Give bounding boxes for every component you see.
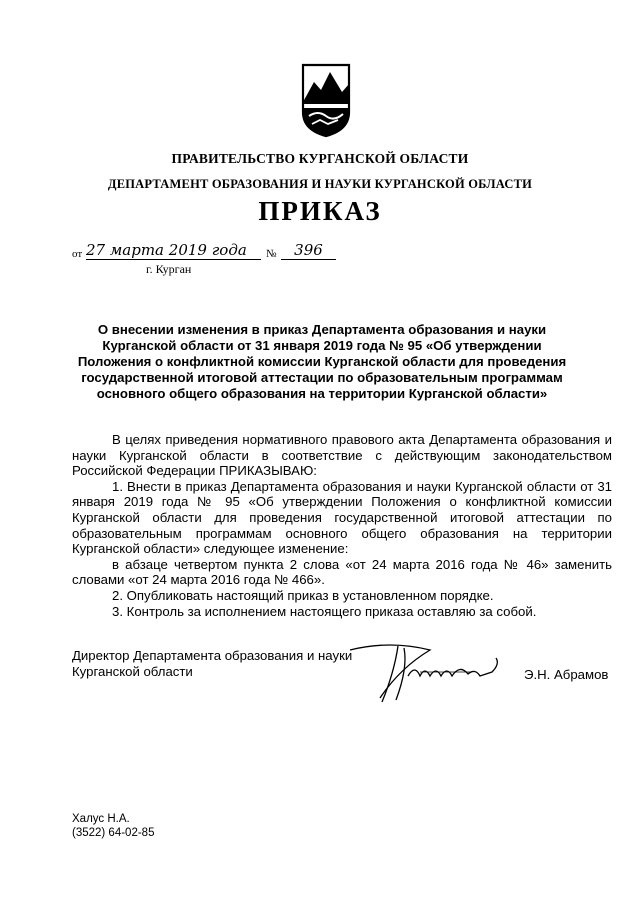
order-date: 27 марта 2019 года	[86, 241, 261, 260]
handwritten-signature	[320, 628, 530, 708]
item-1-paragraph: 1. Внести в приказ Департамента образования и науки Курганской области от 31 января 2019 года № 95 «Об утверждении Положения о конфликтной комиссии Курганской области для проведения государственной итоговой аттестации по образовательным программам основного общего образования на территории Курганской области» следующее изменение:	[72, 478, 612, 557]
coat-of-arms-emblem	[300, 62, 352, 138]
government-title: ПРАВИТЕЛЬСТВО КУРГАНСКОЙ ОБЛАСТИ	[171, 151, 469, 166]
item-2-paragraph: 2. Опубликовать настоящий приказ в установленном порядке.	[112, 587, 494, 603]
signer-name: Э.Н. Абрамов	[524, 667, 609, 682]
preamble-paragraph: В целях приведения нормативного правового акта Департамента образования и науки Курганской области в соответствие с действующим законодательством Российской Федерации ПРИКАЗЫВАЮ:	[72, 432, 612, 479]
item-3-paragraph: 3. Контроль за исполнением настоящего приказа оставляю за собой.	[112, 603, 537, 619]
number-prefix: №	[266, 248, 277, 260]
department-title: ДЕПАРТАМЕНТ ОБРАЗОВАНИЯ И НАУКИ КУРГАНСКОЙ ОБЛАСТИ	[107, 177, 533, 191]
order-body	[72, 432, 612, 619]
executor-name: Халус Н.А.	[72, 813, 130, 825]
document-type-title: ПРИКАЗ	[258, 196, 382, 226]
signer-position	[72, 648, 352, 680]
executor-info	[72, 812, 154, 840]
signer-position-line-2: Курганской области	[72, 664, 193, 679]
date-number-line	[72, 241, 342, 263]
city-label: г. Курган	[146, 262, 192, 276]
item-1-change-paragraph: в абзаце четвертом пункта 2 слова «от 24 марта 2016 года № 46» заменить словами «от 24 марта 2016 года № 466».	[72, 556, 612, 588]
order-number: 396	[281, 241, 336, 260]
date-prefix: от	[72, 248, 83, 260]
signer-position-line-1: Директор Департамента образования и науки	[72, 648, 353, 663]
order-subject: О внесении изменения в приказ Департамента образования и науки Курганской области от 31 января 2019 года № 95 «Об утверждении Положения о конфликтной комиссии Курганской области для проведения государственной итоговой аттестации по образовательным программам основного общего образования на территории Курганской области»	[77, 322, 567, 401]
executor-phone: (3522) 64-02-85	[72, 827, 155, 839]
